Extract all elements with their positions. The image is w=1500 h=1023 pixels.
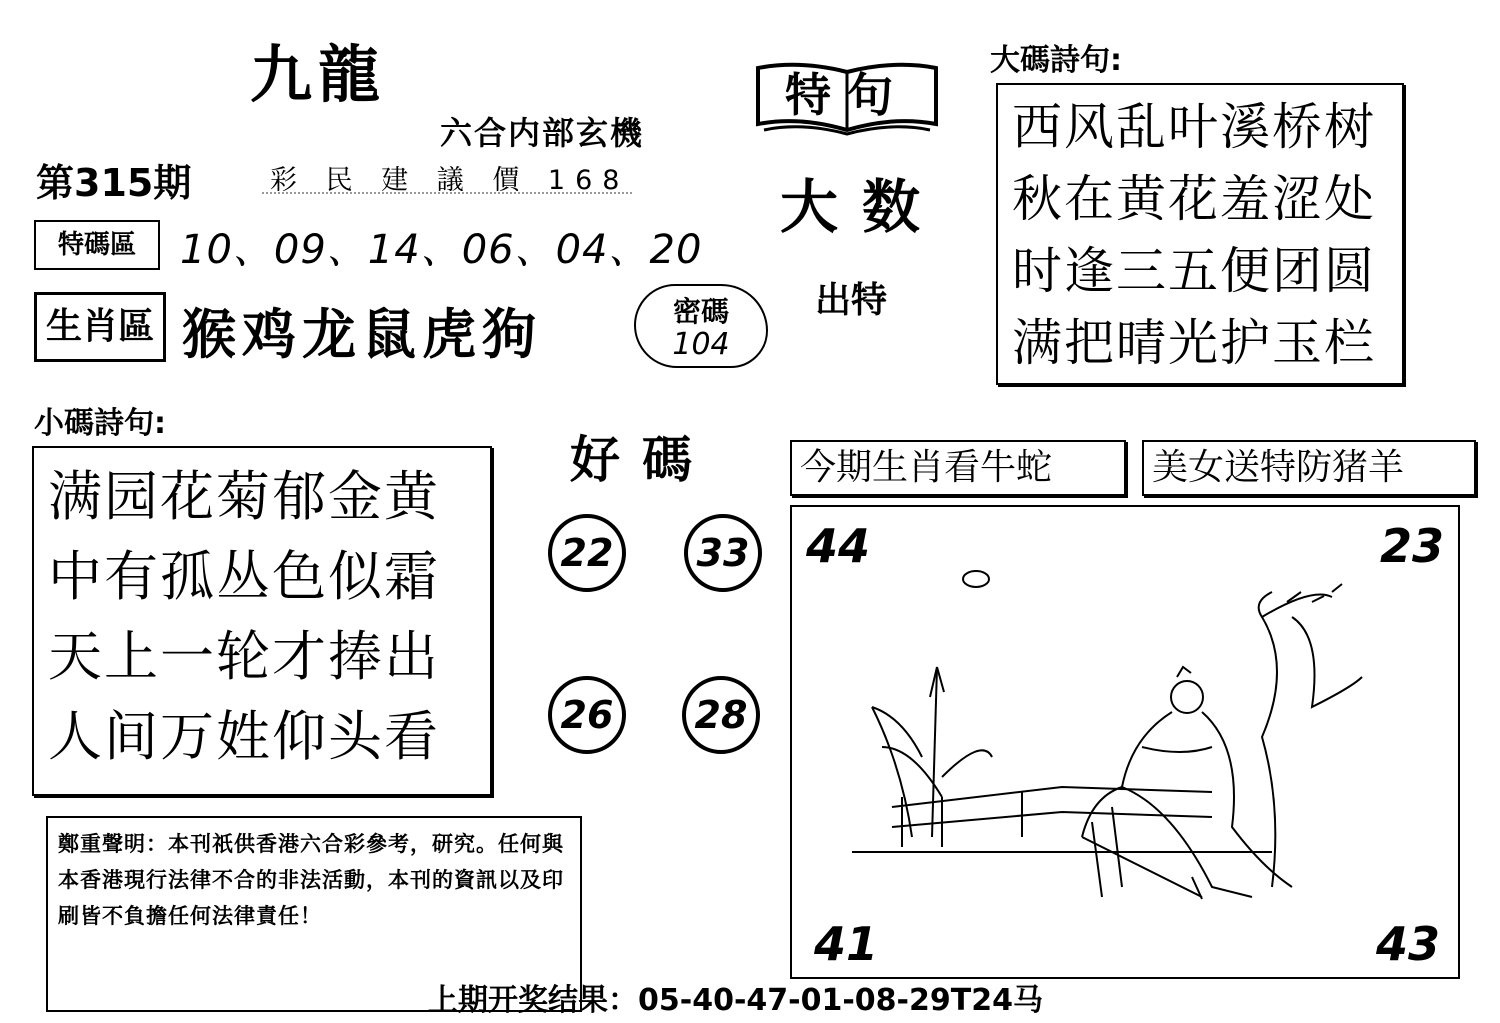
illustration-frame [790, 505, 1460, 979]
big-poem-box [996, 83, 1404, 385]
issue-number: 第315期 [36, 161, 192, 205]
te-zone-numbers: 10、09、14、06、04、20 [180, 227, 703, 273]
corner-number: 23 [1379, 519, 1444, 573]
corner-number: 44 [806, 519, 871, 573]
price-text: 彩 民 建 議 價 168 [270, 165, 630, 196]
publication-title: 九龍 [250, 38, 387, 111]
scholar-illustration [792, 507, 1458, 977]
small-poem-box [32, 446, 492, 796]
zodiac-zone-value: 猴鸡龙鼠虎狗 [182, 303, 542, 366]
poem-line: 时逢三五便团圆 [1012, 242, 1376, 300]
zodiac-tip: 今期生肖看牛蛇 [790, 440, 1126, 496]
good-number-circle: 26 [548, 676, 626, 754]
publication-subtitle: 六合内部玄機 [440, 114, 645, 152]
disclaimer-text: 鄭重聲明：本刊祇供香港六合彩參考，研究。任何與本香港現行法律不合的非法活動，本刊的資訊以及印刷皆不負擔任何法律責任！ [58, 832, 564, 928]
corner-number: 43 [1375, 917, 1440, 971]
last-result: 上期开奖结果：05-40-47-01-08-29T24马 [428, 983, 1043, 1018]
dashu-text: 大数 [780, 173, 945, 241]
small-poem-label: 小碼詩句: [34, 406, 166, 441]
secret-code-cloud [634, 284, 768, 368]
big-poem-label: 大碼詩句: [990, 43, 1122, 78]
poem-line: 满把晴光护玉栏 [1012, 314, 1376, 372]
poem-line: 秋在黄花羞涩处 [1012, 170, 1376, 228]
chute-text: 出特 [815, 280, 888, 321]
poem-line: 满园花菊郁金黄 [48, 465, 440, 528]
good-number-circle: 22 [548, 514, 626, 592]
poem-line: 西风乱叶溪桥树 [1012, 98, 1376, 156]
poem-line: 中有孤丛色似霜 [48, 545, 440, 608]
te-zone-label: 特碼區 [34, 220, 160, 270]
corner-number: 41 [814, 917, 879, 971]
special-tip: 美女送特防猪羊 [1142, 440, 1476, 496]
good-number-circle: 28 [682, 676, 760, 754]
secret-code-label: 密碼 [672, 295, 729, 328]
divider [262, 192, 632, 200]
secret-code-value: 104 [672, 327, 730, 362]
poem-line: 人间万姓仰头看 [48, 705, 440, 768]
book-label: 特句 [785, 68, 909, 122]
good-number-circle: 33 [684, 514, 762, 592]
poem-line: 天上一轮才捧出 [48, 625, 440, 688]
good-numbers-label: 好碼 [570, 431, 714, 489]
zodiac-zone-label: 生肖區 [34, 292, 166, 362]
